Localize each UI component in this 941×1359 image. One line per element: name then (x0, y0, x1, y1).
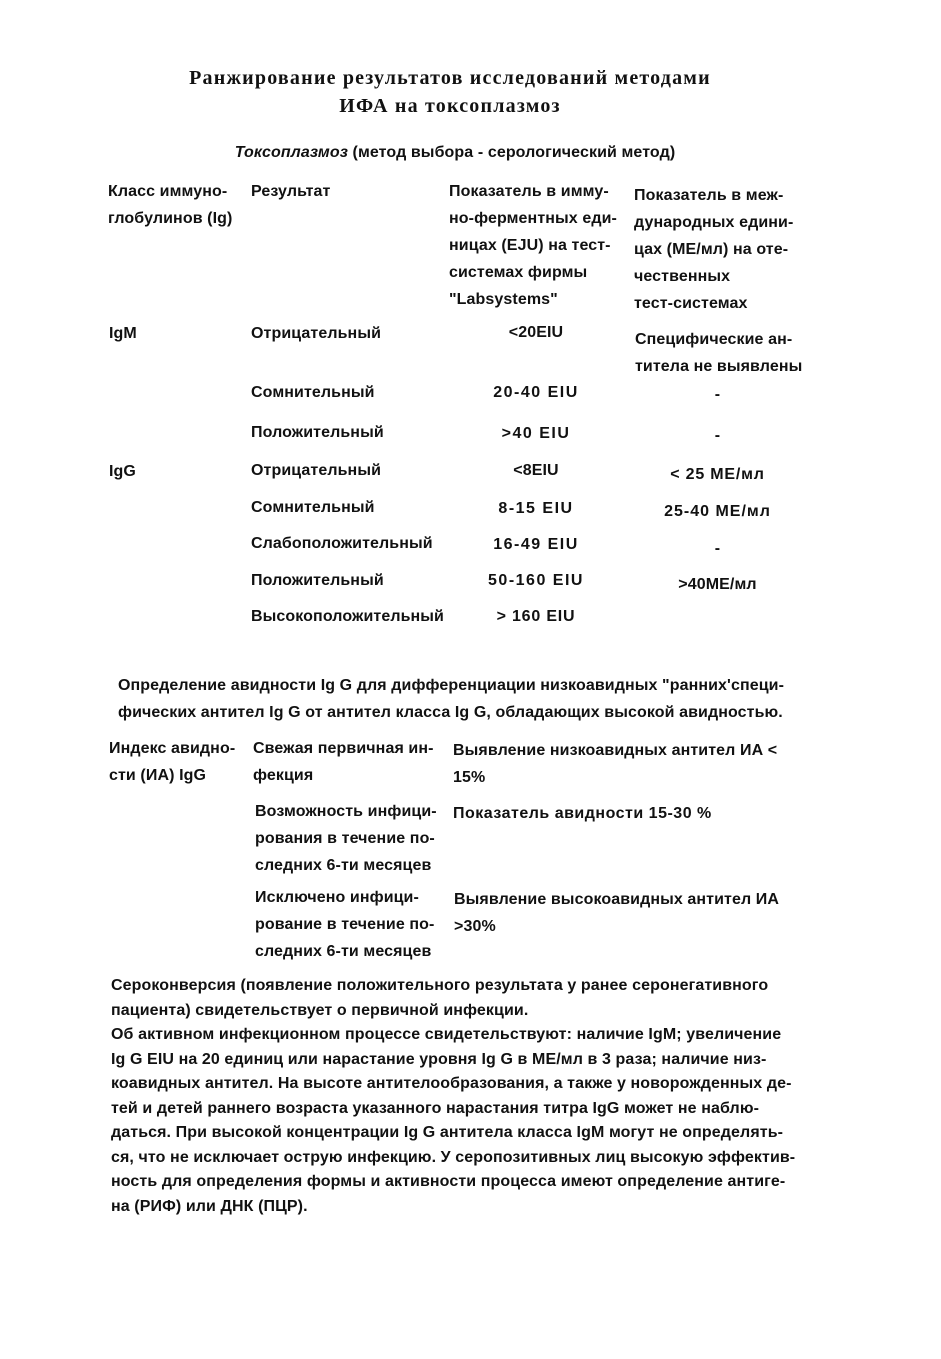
row-result: Слабоположительный (251, 535, 433, 552)
row-result: Высокоположительный (251, 608, 444, 625)
row-eiu-value: > 160 EIU (496, 608, 576, 625)
row-eiu-value: 16-49 EIU (493, 536, 579, 553)
row-result: Сомнительный (251, 499, 375, 516)
header-eiu: Показатель в имму- но-ферментных еди- ницах (EJU) на тест- системах фирмы "Labsystems" (449, 183, 617, 308)
row-result: Положительный (251, 572, 384, 589)
active-process-paragraph: Об активном инфекционном процессе свидетельствуют: наличие IgM; увеличение Ig G EIU на 20 единиц или нарастание уровня Ig G в МЕ/мл в 3 раза; наличие низ- коавидных антител. На высоте антителообразования, а также у новорожденных де- тей и детей раннего возраста указанного нарастания титра IgG может не наблю- даться. При высокой концентрации Ig G антитела класса IgM могут не определять- ся, что не исключает острую инфекцию. У серопозитивных лиц высокую эффектив- ность для определения формы и активности процесса имеют определение антиге- на (РИФ) или ДНК (ПЦР). (111, 1026, 796, 1215)
subtitle-disease: Токсоплазмоз (234, 144, 348, 161)
avidity-case: Возможность инфици- рования в течение по- следних 6-ти месяцев (255, 803, 437, 874)
row-eiu-value: <20EIU (508, 324, 564, 341)
avidity-index-label: Индекс авидно- сти (ИА) IgG (109, 740, 236, 784)
row-result: Сомнительный (251, 384, 375, 401)
row-eiu-value: 50-160 EIU (488, 572, 584, 589)
header-result: Результат (251, 183, 331, 200)
row-ig-class: IgG (109, 463, 136, 480)
row-me-value: - (714, 427, 721, 444)
row-eiu-value: 20-40 EIU (493, 384, 579, 401)
row-eiu-value: 8-15 EIU (498, 500, 574, 517)
row-me-value: Специфические ан- титела не выявлены (635, 331, 803, 375)
row-me-value: < 25 МЕ/мл (670, 466, 765, 483)
header-ig-class: Класс иммуно- глобулинов (Ig) (108, 183, 233, 227)
avidity-finding: Выявление высокоавидных антител ИА >30% (454, 891, 780, 935)
row-eiu-value: >40 EIU (501, 425, 571, 442)
row-me-value: 25-40 МЕ/мл (664, 503, 771, 520)
row-result: Отрицательный (251, 462, 382, 479)
avidity-intro: Определение авидности Ig G для дифференциации низкоавидных "ранних'специ- фических антител Ig G от антител класса Ig G, обладающих высокой авидностью. (118, 677, 785, 721)
subtitle-method: (метод выбора - серологический метод) (347, 144, 676, 161)
avidity-finding: Выявление низкоавидных антител ИА < 15% (453, 742, 778, 786)
avidity-case: Свежая первичная ин- фекция (253, 740, 434, 784)
avidity-finding: Показатель авидности 15-30 % (453, 805, 712, 822)
page-title-line-2: ИФА на токсоплазмоз (339, 95, 561, 117)
row-me-value: - (714, 540, 721, 557)
seroconversion-paragraph: Сероконверсия (появление положительного результата у ранее серонегативного пациента) свидетельствует о первичной инфекции. (111, 977, 769, 1019)
row-me-value: >40МЕ/мл (678, 576, 757, 593)
subtitle (0, 144, 910, 162)
row-result: Отрицательный (251, 325, 382, 342)
header-me: Показатель в меж- дународных едини- цах (МЕ/мл) на оте- чественных тест-системах (634, 187, 794, 312)
row-me-value: - (714, 386, 721, 403)
row-eiu-value: <8EIU (513, 462, 559, 479)
row-ig-class: IgM (109, 325, 137, 342)
avidity-case: Исключено инфици- рование в течение по- следних 6-ти месяцев (255, 889, 435, 960)
page-title-line-1: Ранжирование результатов исследований методами (189, 67, 711, 89)
row-result: Положительный (251, 424, 384, 441)
